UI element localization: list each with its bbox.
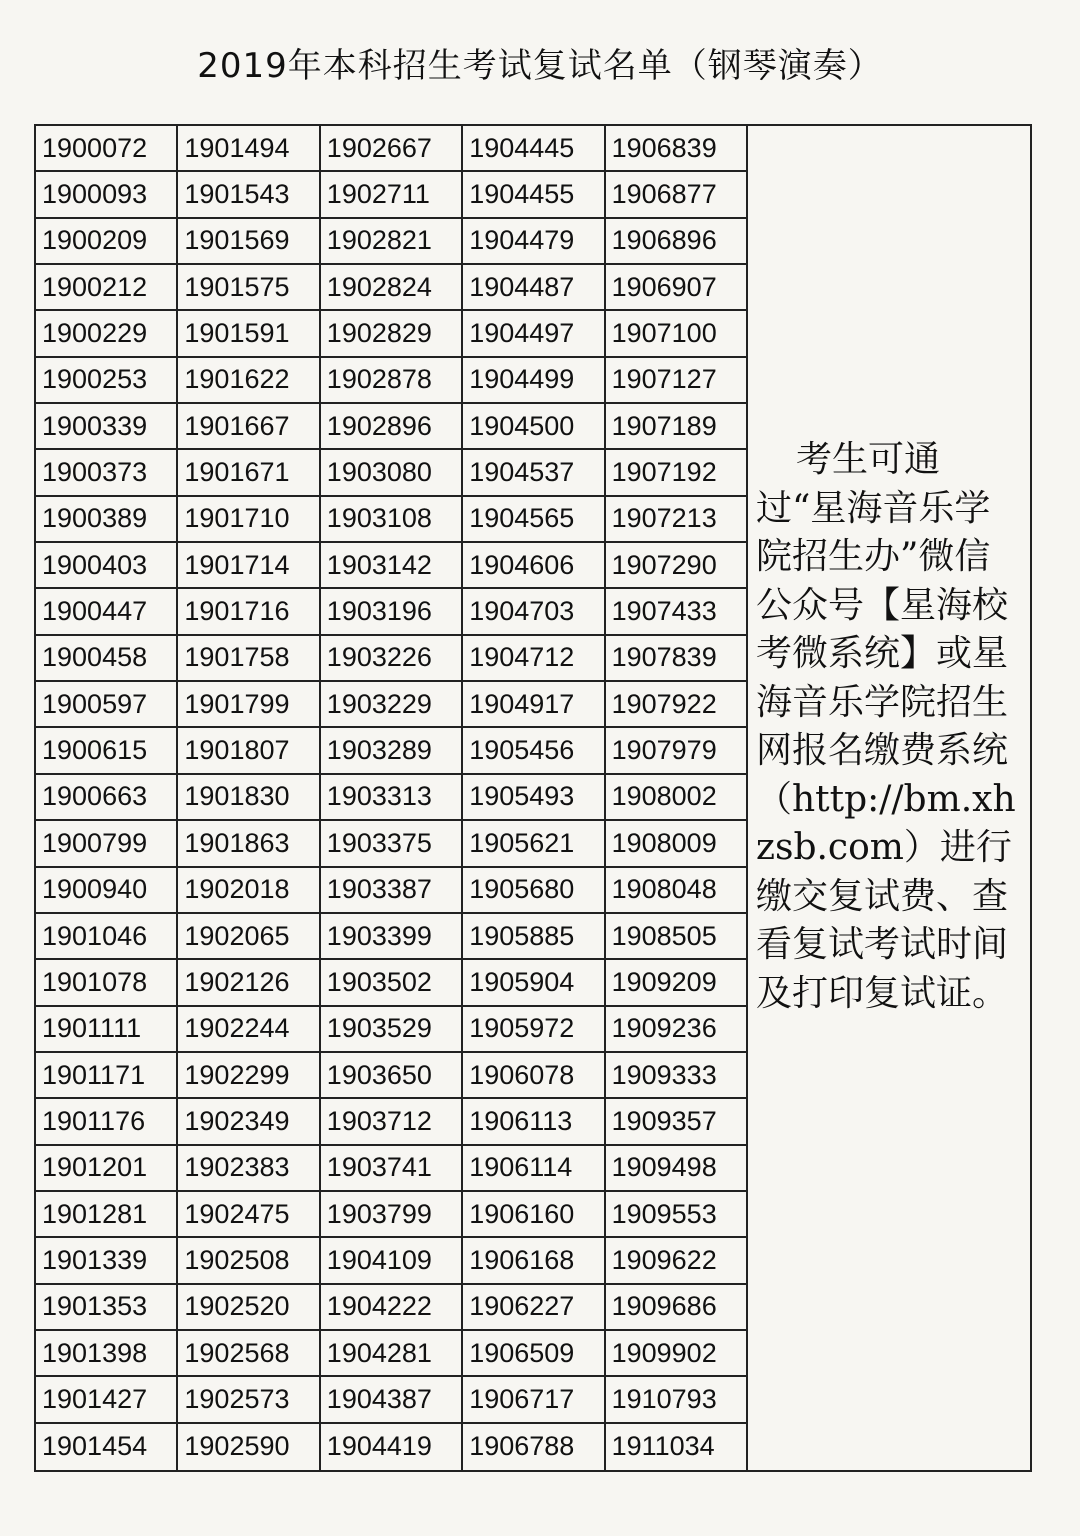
candidate-number-cell: 1901758 — [178, 636, 320, 682]
candidate-number-cell: 1901494 — [178, 126, 320, 172]
candidate-number-cell: 1907433 — [606, 589, 748, 635]
candidate-number-cell: 1903650 — [321, 1053, 463, 1099]
candidate-number-cell: 1908505 — [606, 914, 748, 960]
candidate-number-cell: 1903375 — [321, 821, 463, 867]
candidate-number-cell: 1900072 — [36, 126, 178, 172]
candidate-number-cell: 1905904 — [463, 960, 605, 1006]
candidate-number-cell: 1901398 — [36, 1331, 178, 1377]
candidate-number-cell: 1904537 — [463, 450, 605, 496]
candidate-number-cell: 1908009 — [606, 821, 748, 867]
candidate-number-cell: 1906078 — [463, 1053, 605, 1099]
candidate-number-cell: 1900799 — [36, 821, 178, 867]
candidate-number-cell: 1909357 — [606, 1099, 748, 1145]
candidate-number-cell: 1904455 — [463, 172, 605, 218]
candidate-number-cell: 1901671 — [178, 450, 320, 496]
candidate-number-cell: 1904419 — [321, 1424, 463, 1470]
candidate-number-cell: 1900253 — [36, 358, 178, 404]
candidate-number-cell: 1903712 — [321, 1099, 463, 1145]
candidate-number-cell: 1905680 — [463, 868, 605, 914]
candidate-number-cell: 1906227 — [463, 1285, 605, 1331]
candidate-number-cell: 1903387 — [321, 868, 463, 914]
candidate-number-cell: 1902896 — [321, 404, 463, 450]
candidate-number-cell: 1905493 — [463, 775, 605, 821]
candidate-number-cell: 1900663 — [36, 775, 178, 821]
candidate-number-cell: 1907127 — [606, 358, 748, 404]
candidate-number-cell: 1901667 — [178, 404, 320, 450]
candidate-number-cell: 1901716 — [178, 589, 320, 635]
candidate-number-cell: 1902590 — [178, 1424, 320, 1470]
candidate-number-cell: 1903229 — [321, 682, 463, 728]
candidate-number-cell: 1902065 — [178, 914, 320, 960]
candidate-number-cell: 1904703 — [463, 589, 605, 635]
candidate-number-cell: 1902568 — [178, 1331, 320, 1377]
candidate-number-cell: 1905456 — [463, 728, 605, 774]
candidate-number-cell: 1902475 — [178, 1192, 320, 1238]
candidate-number-cell: 1904445 — [463, 126, 605, 172]
candidate-number-cell: 1900458 — [36, 636, 178, 682]
candidate-number-cell: 1900615 — [36, 728, 178, 774]
candidate-number-cell: 1908048 — [606, 868, 748, 914]
candidate-number-cell: 1907922 — [606, 682, 748, 728]
document-title: 2019年本科招生考试复试名单（钢琴演奏） — [197, 46, 883, 86]
candidate-number-cell: 1903502 — [321, 960, 463, 1006]
candidate-number-cell: 1904479 — [463, 219, 605, 265]
candidate-number-cell: 1900597 — [36, 682, 178, 728]
candidate-number-cell: 1902299 — [178, 1053, 320, 1099]
candidate-number-cell: 1911034 — [606, 1424, 748, 1470]
candidate-number-cell: 1902829 — [321, 311, 463, 357]
candidate-number-cell: 1909333 — [606, 1053, 748, 1099]
candidate-number-cell: 1904487 — [463, 265, 605, 311]
candidate-number-cell: 1902824 — [321, 265, 463, 311]
candidate-number-cell: 1903142 — [321, 543, 463, 589]
candidate-number-cell: 1902383 — [178, 1146, 320, 1192]
candidate-number-cell: 1901046 — [36, 914, 178, 960]
candidate-table — [34, 124, 1032, 1472]
candidate-number-cell: 1902520 — [178, 1285, 320, 1331]
candidate-number-cell: 1901176 — [36, 1099, 178, 1145]
candidate-number-cell: 1900209 — [36, 219, 178, 265]
candidate-number-cell: 1904565 — [463, 497, 605, 543]
candidate-number-cell: 1909209 — [606, 960, 748, 1006]
note-column — [748, 126, 1030, 1470]
candidate-number-cell: 1904712 — [463, 636, 605, 682]
candidate-number-cell: 1901281 — [36, 1192, 178, 1238]
candidate-number-cell: 1901863 — [178, 821, 320, 867]
candidate-number-cell: 1901427 — [36, 1377, 178, 1423]
candidate-number-cell: 1903196 — [321, 589, 463, 635]
candidate-number-cell: 1904500 — [463, 404, 605, 450]
candidate-number-cell: 1904499 — [463, 358, 605, 404]
candidate-number-cell: 1906160 — [463, 1192, 605, 1238]
candidate-number-cell: 1902878 — [321, 358, 463, 404]
candidate-number-cell: 1907100 — [606, 311, 748, 357]
candidate-number-cell: 1902349 — [178, 1099, 320, 1145]
candidate-number-cell: 1906896 — [606, 219, 748, 265]
candidate-number-cell: 1903529 — [321, 1007, 463, 1053]
candidate-number-cell: 1901575 — [178, 265, 320, 311]
candidate-number-cell: 1905972 — [463, 1007, 605, 1053]
candidate-number-cell: 1901714 — [178, 543, 320, 589]
candidate-number-cell: 1904387 — [321, 1377, 463, 1423]
candidate-number-cell: 1901078 — [36, 960, 178, 1006]
candidate-number-cell: 1901569 — [178, 219, 320, 265]
candidate-number-cell: 1900447 — [36, 589, 178, 635]
candidate-number-cell: 1901622 — [178, 358, 320, 404]
candidate-number-cell: 1902244 — [178, 1007, 320, 1053]
candidate-number-cell: 1902573 — [178, 1377, 320, 1423]
candidate-number-cell: 1908002 — [606, 775, 748, 821]
candidate-number-cell: 1903399 — [321, 914, 463, 960]
candidate-number-cell: 1903313 — [321, 775, 463, 821]
candidate-number-cell: 1909686 — [606, 1285, 748, 1331]
candidate-number-cell: 1900403 — [36, 543, 178, 589]
candidate-number-cell: 1901111 — [36, 1007, 178, 1053]
candidate-number-cell: 1906114 — [463, 1146, 605, 1192]
candidate-number-cell: 1900093 — [36, 172, 178, 218]
candidate-number-grid — [36, 126, 748, 1470]
candidate-number-cell: 1903108 — [321, 497, 463, 543]
candidate-number-cell: 1901799 — [178, 682, 320, 728]
candidate-number-cell: 1902508 — [178, 1238, 320, 1284]
candidate-number-cell: 1909553 — [606, 1192, 748, 1238]
candidate-number-cell: 1906168 — [463, 1238, 605, 1284]
candidate-number-cell: 1910793 — [606, 1377, 748, 1423]
candidate-number-cell: 1901339 — [36, 1238, 178, 1284]
candidate-number-cell: 1907979 — [606, 728, 748, 774]
candidate-number-cell: 1903799 — [321, 1192, 463, 1238]
candidate-number-cell: 1905621 — [463, 821, 605, 867]
candidate-number-cell: 1903080 — [321, 450, 463, 496]
candidate-number-cell: 1901830 — [178, 775, 320, 821]
candidate-number-cell: 1904109 — [321, 1238, 463, 1284]
candidate-number-cell: 1909902 — [606, 1331, 748, 1377]
candidate-number-cell: 1906717 — [463, 1377, 605, 1423]
candidate-number-cell: 1904222 — [321, 1285, 463, 1331]
candidate-number-cell: 1906509 — [463, 1331, 605, 1377]
candidate-number-cell: 1909498 — [606, 1146, 748, 1192]
candidate-number-cell: 1903226 — [321, 636, 463, 682]
candidate-number-cell: 1907839 — [606, 636, 748, 682]
candidate-number-cell: 1904281 — [321, 1331, 463, 1377]
note-text: 考生可通过“星海音乐学院招生办”微信公众号【星海校考微系统】或星海音乐学院招生网报名缴费系统（http://bm.xhzsb.com）进行缴交复试费、查看复试考试时间及打印复试证。 — [756, 439, 1016, 1014]
candidate-number-cell: 1901353 — [36, 1285, 178, 1331]
candidate-number-cell: 1900373 — [36, 450, 178, 496]
candidate-number-cell: 1900389 — [36, 497, 178, 543]
candidate-number-cell: 1902126 — [178, 960, 320, 1006]
candidate-number-cell: 1901454 — [36, 1424, 178, 1470]
candidate-number-cell: 1900229 — [36, 311, 178, 357]
candidate-number-cell: 1904497 — [463, 311, 605, 357]
candidate-number-cell: 1904917 — [463, 682, 605, 728]
candidate-number-cell: 1906113 — [463, 1099, 605, 1145]
candidate-number-cell: 1906788 — [463, 1424, 605, 1470]
candidate-number-cell: 1902821 — [321, 219, 463, 265]
candidate-number-cell: 1909236 — [606, 1007, 748, 1053]
candidate-number-cell: 1906877 — [606, 172, 748, 218]
candidate-number-cell: 1901543 — [178, 172, 320, 218]
candidate-number-cell: 1905885 — [463, 914, 605, 960]
candidate-number-cell: 1900212 — [36, 265, 178, 311]
candidate-number-cell: 1901201 — [36, 1146, 178, 1192]
candidate-number-cell: 1901807 — [178, 728, 320, 774]
candidate-number-cell: 1907213 — [606, 497, 748, 543]
candidate-number-cell: 1906907 — [606, 265, 748, 311]
candidate-number-cell: 1906839 — [606, 126, 748, 172]
candidate-number-cell: 1909622 — [606, 1238, 748, 1284]
candidate-number-cell: 1907290 — [606, 543, 748, 589]
candidate-number-cell: 1907192 — [606, 450, 748, 496]
candidate-number-cell: 1901710 — [178, 497, 320, 543]
candidate-number-cell: 1904606 — [463, 543, 605, 589]
candidate-number-cell: 1900940 — [36, 868, 178, 914]
candidate-number-cell: 1900339 — [36, 404, 178, 450]
candidate-number-cell: 1902018 — [178, 868, 320, 914]
candidate-number-cell: 1903741 — [321, 1146, 463, 1192]
candidate-number-cell: 1907189 — [606, 404, 748, 450]
candidate-number-cell: 1901171 — [36, 1053, 178, 1099]
candidate-number-cell: 1902667 — [321, 126, 463, 172]
candidate-number-cell: 1902711 — [321, 172, 463, 218]
candidate-number-cell: 1901591 — [178, 311, 320, 357]
candidate-number-cell: 1903289 — [321, 728, 463, 774]
